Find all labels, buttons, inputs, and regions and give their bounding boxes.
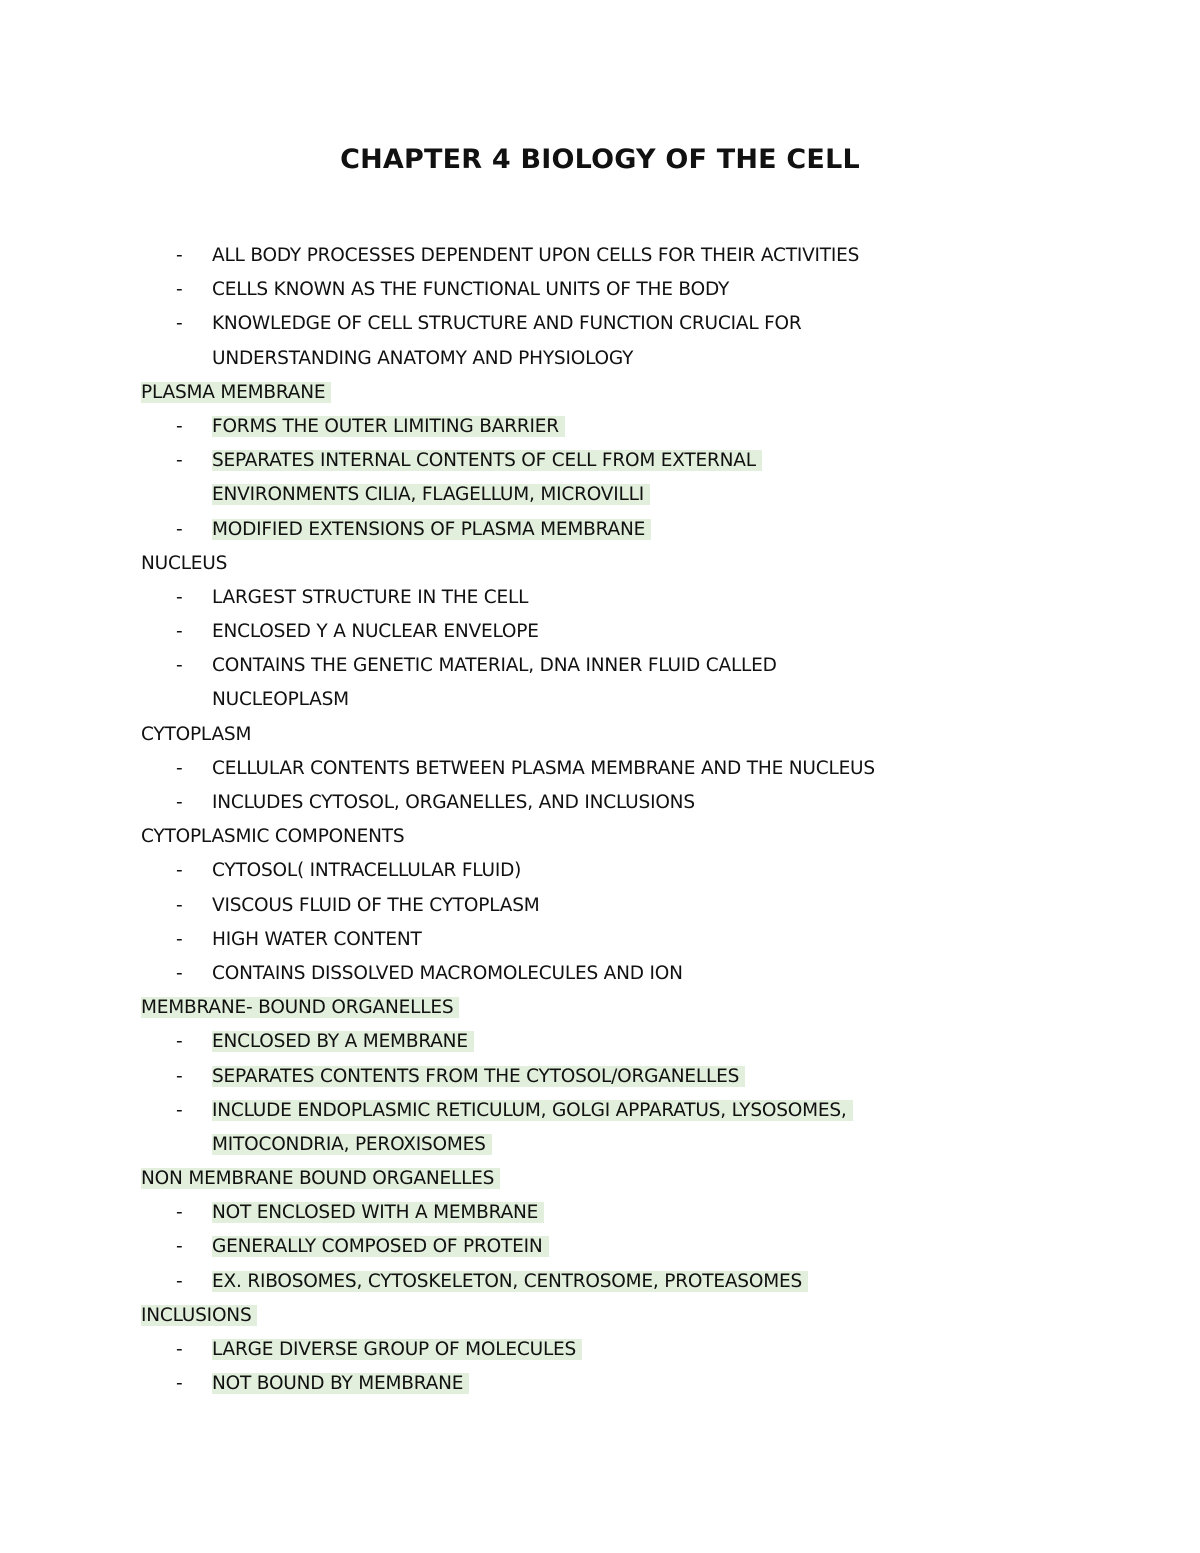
heading-text: NUCLEUS <box>141 552 228 574</box>
list-item-text: ENVIRONMENTS CILIA, FLAGELLUM, MICROVILLI <box>212 484 650 505</box>
bullet-dash: - <box>176 860 183 882</box>
list-item-text: CELLS KNOWN AS THE FUNCTIONAL UNITS OF THE BODY <box>212 279 730 301</box>
list-item-text: GENERALLY COMPOSED OF PROTEIN <box>212 1236 549 1257</box>
bullet-dash: - <box>176 1339 183 1360</box>
page-title: CHAPTER 4 BIOLOGY OF THE CELL <box>340 144 860 175</box>
section-heading-inclusions <box>141 1299 1141 1333</box>
list-item-text: LARGE DIVERSE GROUP OF MOLECULES <box>212 1339 582 1360</box>
list-item-text: NUCLEOPLASM <box>212 689 349 711</box>
bullet-dash: - <box>176 1065 183 1087</box>
list-item <box>141 957 1141 991</box>
list-item <box>141 615 1141 649</box>
list-item-continuation <box>141 1128 1141 1162</box>
bullet-dash: - <box>176 415 183 437</box>
list-item <box>141 1196 1141 1230</box>
heading-text: NON MEMBRANE BOUND ORGANELLES <box>141 1168 500 1189</box>
bullet-dash: - <box>176 1031 183 1053</box>
bullet-dash: - <box>176 1099 183 1121</box>
bullet-dash: - <box>176 792 183 813</box>
list-item-text: UNDERSTANDING ANATOMY AND PHYSIOLOGY <box>212 347 634 369</box>
list-item-text: CONTAINS DISSOLVED MACROMOLECULES AND ION <box>212 962 683 984</box>
bullet-dash: - <box>176 757 183 779</box>
list-item <box>141 513 1141 547</box>
list-item <box>141 923 1141 957</box>
bullet-dash: - <box>176 279 183 301</box>
section-heading-nucleus <box>141 547 1141 581</box>
list-item-text: MITOCONDRIA, PEROXISOMES <box>212 1134 492 1155</box>
list-item <box>141 1333 1141 1367</box>
bullet-dash: - <box>176 655 183 677</box>
list-item <box>141 649 1141 683</box>
list-item-text: CONTAINS THE GENETIC MATERIAL, DNA INNER FLUID CALLED <box>212 655 777 677</box>
list-item <box>141 444 1141 478</box>
list-item-continuation <box>141 683 1141 717</box>
bullet-dash: - <box>176 621 183 643</box>
list-item-text: CELLULAR CONTENTS BETWEEN PLASMA MEMBRANE AND THE NUCLEUS <box>212 757 875 779</box>
list-item <box>141 239 1141 273</box>
list-item-text: VISCOUS FLUID OF THE CYTOPLASM <box>212 894 540 916</box>
bullet-dash: - <box>176 1236 183 1258</box>
list-item <box>141 1060 1141 1094</box>
list-item-continuation <box>141 342 1141 376</box>
list-item-text: INCLUDES CYTOSOL, ORGANELLES, AND INCLUSIONS <box>212 792 695 813</box>
section-heading-cytoplasmic-components <box>141 820 1141 854</box>
bullet-dash: - <box>176 1202 183 1224</box>
list-item-text: FORMS THE OUTER LIMITING BARRIER <box>212 416 565 437</box>
list-item-text: ALL BODY PROCESSES DEPENDENT UPON CELLS FOR THEIR ACTIVITIES <box>212 245 860 266</box>
heading-text: INCLUSIONS <box>141 1305 257 1326</box>
list-item <box>141 410 1141 444</box>
section-heading-non-membrane-bound-organelles <box>141 1162 1141 1196</box>
heading-text: CYTOPLASMIC COMPONENTS <box>141 826 405 848</box>
list-item-text: NOT ENCLOSED WITH A MEMBRANE <box>212 1202 544 1223</box>
list-item <box>141 273 1141 307</box>
list-item-text: MODIFIED EXTENSIONS OF PLASMA MEMBRANE <box>212 519 651 540</box>
list-item-text: CYTOSOL( INTRACELLULAR FLUID) <box>212 860 522 882</box>
bullet-dash: - <box>176 1270 183 1292</box>
list-item <box>141 752 1141 786</box>
bullet-dash: - <box>176 450 183 472</box>
list-item <box>141 1367 1141 1401</box>
bullet-dash: - <box>176 1373 183 1395</box>
section-heading-plasma-membrane <box>141 376 1141 410</box>
list-item <box>141 786 1141 820</box>
bullet-dash: - <box>176 928 183 950</box>
bullet-dash: - <box>176 586 183 608</box>
list-item-text: SEPARATES INTERNAL CONTENTS OF CELL FROM EXTERNAL <box>212 450 762 471</box>
list-item <box>141 581 1141 615</box>
list-item-text: LARGEST STRUCTURE IN THE CELL <box>212 586 529 608</box>
section-heading-cytoplasm <box>141 718 1141 752</box>
list-item <box>141 1230 1141 1264</box>
heading-text: CYTOPLASM <box>141 723 252 745</box>
bullet-dash: - <box>176 518 183 540</box>
list-item-text: ENCLOSED Y A NUCLEAR ENVELOPE <box>212 621 539 643</box>
list-item <box>141 307 1141 341</box>
bullet-dash: - <box>176 245 183 266</box>
list-item-text: SEPARATES CONTENTS FROM THE CYTOSOL/ORGANELLES <box>212 1066 745 1087</box>
bullet-dash: - <box>176 894 183 916</box>
list-item <box>141 1094 1141 1128</box>
bullet-dash: - <box>176 313 183 335</box>
section-heading-membrane-bound-organelles <box>141 991 1141 1025</box>
list-item-text: ENCLOSED BY A MEMBRANE <box>212 1031 474 1052</box>
heading-text: MEMBRANE- BOUND ORGANELLES <box>141 997 459 1018</box>
list-item <box>141 889 1141 923</box>
list-item-text: KNOWLEDGE OF CELL STRUCTURE AND FUNCTION CRUCIAL FOR <box>212 313 802 335</box>
list-item <box>141 1025 1141 1059</box>
list-item <box>141 854 1141 888</box>
list-item-continuation <box>141 478 1141 512</box>
list-item-text: EX. RIBOSOMES, CYTOSKELETON, CENTROSOME, PROTEASOMES <box>212 1271 808 1292</box>
document-body <box>141 239 1141 1401</box>
bullet-dash: - <box>176 962 183 984</box>
list-item <box>141 1265 1141 1299</box>
list-item-text: HIGH WATER CONTENT <box>212 928 422 950</box>
heading-text: PLASMA MEMBRANE <box>141 382 331 403</box>
list-item-text: INCLUDE ENDOPLASMIC RETICULUM, GOLGI APPARATUS, LYSOSOMES, <box>212 1100 853 1121</box>
list-item-text: NOT BOUND BY MEMBRANE <box>212 1373 469 1394</box>
